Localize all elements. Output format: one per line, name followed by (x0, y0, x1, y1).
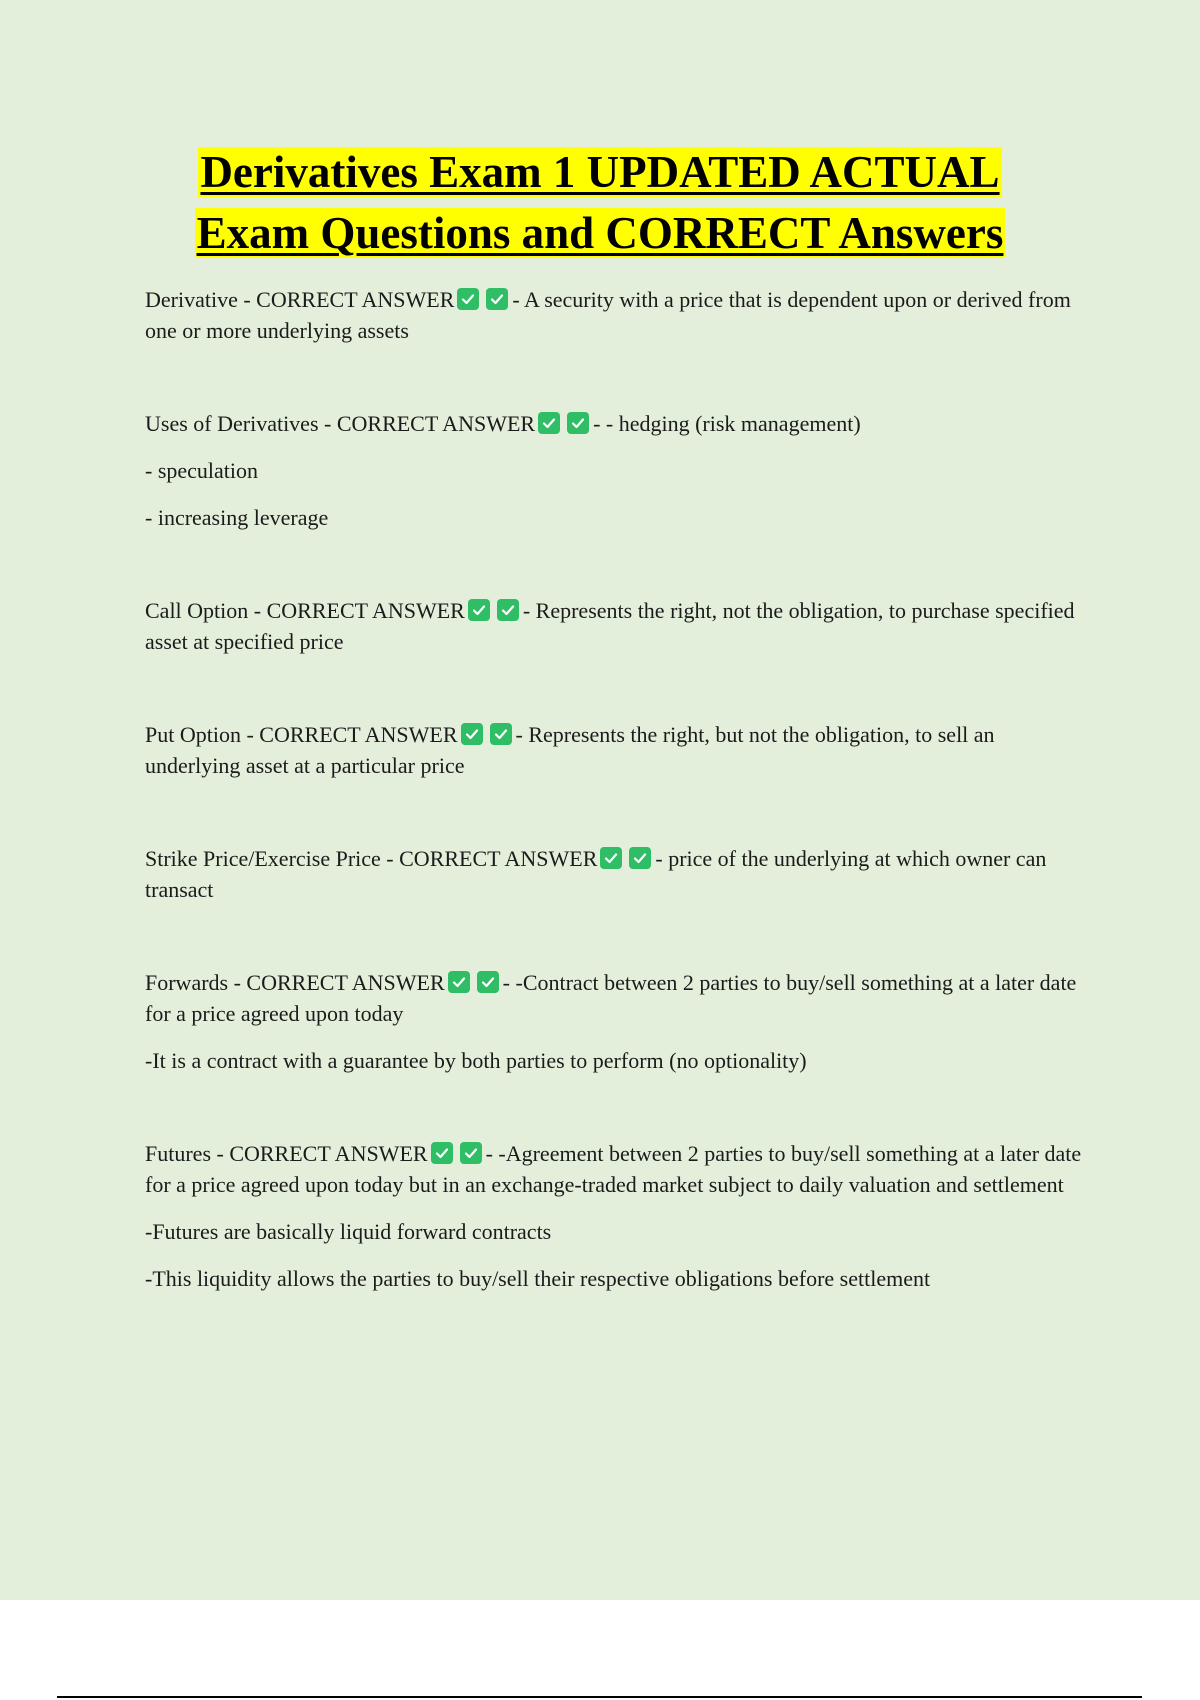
qa-item (145, 843, 1090, 905)
check-square-icon (460, 1142, 482, 1164)
qa-item (145, 719, 1090, 781)
qa-item (145, 967, 1090, 1076)
check-square-icon (629, 847, 651, 869)
qa-answer-line: -Futures are basically liquid forward contracts (145, 1219, 552, 1244)
qa-answer-line: -This liquidity allows the parties to buy/sell their respective obligations before settlement (145, 1266, 931, 1291)
qa-answer-line: - speculation (145, 458, 259, 483)
document-title (100, 142, 1100, 264)
check-square-icon (468, 599, 490, 621)
check-square-icon (448, 971, 470, 993)
qa-entry (145, 284, 1090, 346)
qa-answer: - -Agreement between 2 parties to buy/sell something at a later date for a price agreed upon today but in an exchange-traded market subject to daily valuation and settlement (145, 1141, 1082, 1197)
check-square-icon (461, 723, 483, 745)
qa-list (145, 284, 1090, 1356)
qa-continuation (145, 1045, 1090, 1076)
check-square-icon (567, 412, 589, 434)
qa-continuation (145, 1216, 1090, 1247)
check-square-icon (497, 599, 519, 621)
qa-item (145, 1138, 1090, 1294)
qa-continuation (145, 502, 1090, 533)
qa-entry (145, 408, 1090, 439)
qa-continuation (145, 1263, 1090, 1294)
qa-term: Call Option - CORRECT ANSWER (145, 598, 465, 623)
title-line-1: Derivatives Exam 1 UPDATED ACTUAL (200, 147, 1000, 197)
title-line-2: Exam Questions and CORRECT Answers (196, 208, 1004, 258)
qa-entry (145, 719, 1090, 781)
qa-continuation (145, 455, 1090, 486)
qa-answer: - -Contract between 2 parties to buy/sell something at a later date for a price agreed upon today (145, 970, 1077, 1026)
qa-answer-line: - increasing leverage (145, 505, 329, 530)
qa-item (145, 284, 1090, 346)
check-square-icon (457, 288, 479, 310)
qa-answer-line: -It is a contract with a guarantee by both parties to perform (no optionality) (145, 1048, 807, 1073)
qa-entry (145, 1138, 1090, 1200)
qa-item (145, 408, 1090, 533)
qa-answer: - Represents the right, but not the obligation, to sell an underlying asset at a particular price (145, 722, 995, 778)
qa-term: Uses of Derivatives - CORRECT ANSWER (145, 411, 536, 436)
check-square-icon (477, 971, 499, 993)
qa-entry (145, 595, 1090, 657)
check-square-icon (538, 412, 560, 434)
footer-rule (57, 1696, 1142, 1698)
qa-answer: - Represents the right, not the obligation, to purchase specified asset at specified price (145, 598, 1075, 654)
check-square-icon (490, 723, 512, 745)
qa-item (145, 595, 1090, 657)
qa-entry (145, 967, 1090, 1029)
check-square-icon (431, 1142, 453, 1164)
qa-term: Put Option - CORRECT ANSWER (145, 722, 458, 747)
qa-answer: - price of the underlying at which owner can transact (145, 846, 1047, 902)
qa-term: Derivative - CORRECT ANSWER (145, 287, 455, 312)
qa-term: Forwards - CORRECT ANSWER (145, 970, 445, 995)
check-square-icon (600, 847, 622, 869)
check-square-icon (486, 288, 508, 310)
qa-entry (145, 843, 1090, 905)
qa-answer: - - hedging (risk management) (593, 411, 861, 436)
qa-answer: - A security with a price that is dependent upon or derived from one or more underlying assets (145, 287, 1071, 343)
qa-term: Strike Price/Exercise Price - CORRECT ANSWER (145, 846, 598, 871)
qa-term: Futures - CORRECT ANSWER (145, 1141, 428, 1166)
